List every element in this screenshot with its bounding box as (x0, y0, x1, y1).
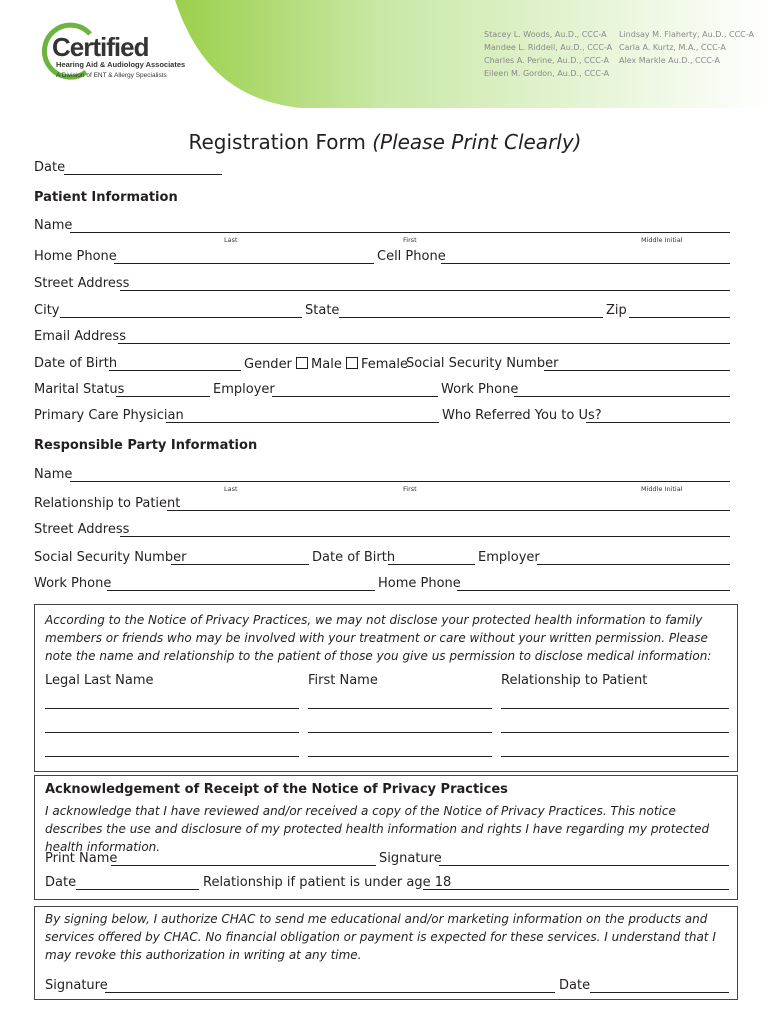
email-field[interactable] (118, 343, 730, 344)
zip-field[interactable] (629, 317, 730, 318)
resp-name-label: Name (34, 467, 73, 482)
privacy-col-first: First Name (308, 673, 378, 688)
ssn-label: Social Security Number (406, 356, 559, 371)
consent-text: By signing below, I authorize CHAC to send me educational and/or marketing information on the products and services offered by CHAC. No financial obligation or payment is expected for these services. I understand that I may revoke this authorization in writing at any time. (45, 912, 716, 962)
female-label: Female (360, 357, 408, 372)
logo-subtitle: Hearing Aid & Audiology Associates (56, 60, 186, 69)
page-title (0, 130, 770, 154)
sub-middle: Middle Initial (641, 485, 683, 493)
patient-name-field[interactable] (70, 232, 730, 233)
resp-work-phone-label: Work Phone (34, 576, 112, 591)
staff-list-1 (484, 28, 612, 80)
ack-signature-label: Signature (379, 851, 442, 866)
sub-first: First (403, 236, 417, 244)
pcp-field[interactable] (166, 422, 439, 423)
privacy-text: According to the Notice of Privacy Practices, we may not disclose your protected health information to family members or friends who may be involved with your treatment or care without your written permission. Please note the name and relationship to the patient of those you give us permission to disclose medical information: (45, 613, 712, 663)
acknowledgement-box (34, 775, 738, 900)
ack-relationship-label: Relationship if patient is under age 18 (203, 875, 452, 890)
privacy-rel-1[interactable] (501, 708, 729, 709)
privacy-last-1[interactable] (45, 708, 299, 709)
work-phone-label: Work Phone (441, 382, 519, 397)
staff-name: Alex Markle Au.D., CCC-A (619, 56, 720, 65)
staff-name: Charles A. Perine, Au.D., CCC-A (484, 56, 609, 65)
ack-relationship-field[interactable] (423, 889, 729, 890)
referred-label: Who Referred You to Us? (442, 408, 602, 423)
patient-heading: Patient Information (34, 190, 178, 205)
city-label: City (34, 303, 60, 318)
dob-label: Date of Birth (34, 356, 118, 371)
ssn-field[interactable] (544, 370, 730, 371)
consent-box (34, 906, 738, 1000)
employer-label: Employer (213, 382, 275, 397)
sub-middle: Middle Initial (641, 236, 683, 244)
resp-street-label: Street Address (34, 522, 130, 537)
logo-division: A Division of ENT & Allergy Specialists (56, 72, 167, 79)
privacy-col-relationship: Relationship to Patient (501, 673, 648, 688)
consent-signature-label: Signature (45, 978, 108, 993)
privacy-rel-3[interactable] (501, 756, 729, 757)
company-logo (38, 22, 186, 87)
resp-name-field[interactable] (70, 481, 730, 482)
resp-relationship-field[interactable] (167, 510, 730, 511)
staff-name: Eileen M. Gordon, Au.D., CCC-A (484, 69, 610, 78)
resp-home-phone-field[interactable] (457, 590, 730, 591)
home-phone-label: Home Phone (34, 249, 117, 264)
sub-first: First (403, 485, 417, 493)
state-field[interactable] (339, 317, 603, 318)
privacy-rel-2[interactable] (501, 732, 729, 733)
staff-name: Lindsay M. Flaherty, Au.D., CCC-A (619, 30, 754, 39)
home-phone-field[interactable] (114, 263, 374, 264)
privacy-first-2[interactable] (308, 732, 492, 733)
date-label: Date (34, 160, 66, 175)
employer-field[interactable] (272, 396, 438, 397)
email-label: Email Address (34, 329, 126, 344)
sub-last: Last (224, 485, 238, 493)
ack-signature-field[interactable] (439, 865, 729, 866)
referred-field[interactable] (586, 422, 730, 423)
consent-signature-field[interactable] (105, 992, 555, 993)
gender-group (244, 357, 408, 371)
dob-field[interactable] (109, 370, 241, 371)
staff-name: Carla A. Kurtz, M.A., CCC-A (619, 43, 726, 52)
privacy-first-1[interactable] (308, 708, 492, 709)
city-field[interactable] (60, 317, 302, 318)
title-italic: (Please Print Clearly) (372, 130, 582, 154)
gender-label: Gender (244, 357, 292, 372)
ack-text: I acknowledge that I have reviewed and/or received a copy of the Notice of Privacy Practices. This notice describes the use and disclosure of my protected health information and rights I have regarding my protected health information. (45, 804, 710, 854)
staff-list-2 (619, 28, 754, 67)
street-field[interactable] (120, 290, 730, 291)
print-name-field[interactable] (111, 865, 376, 866)
resp-employer-label: Employer (478, 550, 540, 565)
patient-name-label: Name (34, 218, 73, 233)
resp-employer-field[interactable] (537, 564, 730, 565)
resp-dob-label: Date of Birth (312, 550, 396, 565)
resp-relationship-label: Relationship to Patient (34, 496, 181, 511)
date-field[interactable] (64, 174, 222, 175)
female-checkbox[interactable] (346, 357, 358, 369)
marital-label: Marital Status (34, 382, 125, 397)
resp-home-phone-label: Home Phone (378, 576, 461, 591)
consent-date-label: Date (559, 978, 591, 993)
ack-date-field[interactable] (76, 889, 199, 890)
resp-work-phone-field[interactable] (107, 590, 375, 591)
male-label: Male (311, 357, 342, 372)
state-label: State (305, 303, 340, 318)
logo-word: Certified (52, 32, 149, 62)
cell-phone-label: Cell Phone (377, 249, 446, 264)
consent-date-field[interactable] (590, 992, 729, 993)
staff-name: Stacey L. Woods, Au.D., CCC-A (484, 30, 607, 39)
resp-ssn-label: Social Security Number (34, 550, 187, 565)
privacy-first-3[interactable] (308, 756, 492, 757)
print-name-label: Print Name (45, 851, 118, 866)
cell-phone-field[interactable] (441, 263, 730, 264)
privacy-box (34, 604, 738, 772)
sub-last: Last (224, 236, 238, 244)
privacy-col-last: Legal Last Name (45, 673, 154, 688)
pcp-label: Primary Care Physician (34, 408, 184, 423)
privacy-last-2[interactable] (45, 732, 299, 733)
resp-ssn-field[interactable] (171, 564, 309, 565)
ack-heading: Acknowledgement of Receipt of the Notice of Privacy Practices (45, 782, 508, 797)
staff-name: Mandee L. Riddell, Au.D., CCC-A (484, 43, 613, 52)
resp-dob-field[interactable] (388, 564, 475, 565)
street-label: Street Address (34, 276, 130, 291)
title-text: Registration Form (188, 130, 366, 154)
zip-label: Zip (606, 303, 627, 318)
resp-street-field[interactable] (120, 536, 730, 537)
work-phone-field[interactable] (514, 396, 730, 397)
male-checkbox[interactable] (296, 357, 308, 369)
privacy-last-3[interactable] (45, 756, 299, 757)
marital-field[interactable] (116, 396, 210, 397)
ack-date-label: Date (45, 875, 77, 890)
responsible-heading: Responsible Party Information (34, 438, 258, 453)
